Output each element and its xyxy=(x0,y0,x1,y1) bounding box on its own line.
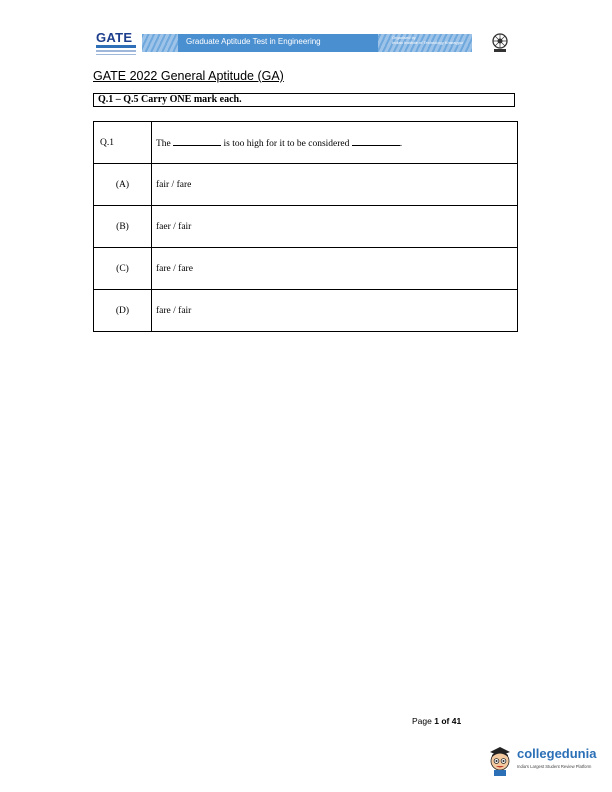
question-text xyxy=(152,122,518,164)
iit-emblem-icon xyxy=(490,32,510,54)
option-row xyxy=(94,206,518,248)
option-text: fair / fare xyxy=(152,164,518,206)
answer-blank xyxy=(173,137,221,146)
gate-logo-text: GATE xyxy=(96,30,133,45)
section-label: Q.1 – Q.5 Carry ONE mark each. xyxy=(98,94,242,105)
option-text: fare / fare xyxy=(152,248,518,290)
option-row xyxy=(94,248,518,290)
question-table xyxy=(93,121,518,332)
option-label: (C) xyxy=(94,248,152,290)
page-total: 41 xyxy=(451,716,462,726)
collegedunia-mascot-icon xyxy=(486,744,514,776)
question-text-part1: The xyxy=(156,138,171,149)
logo-stripe xyxy=(96,45,136,48)
question-text-part3: . xyxy=(399,138,403,149)
brand-name: collegedunia xyxy=(517,746,597,761)
organizer-line1: Organised by xyxy=(392,35,416,40)
option-label: (A) xyxy=(94,164,152,206)
question-row xyxy=(94,122,518,164)
logo-stripe xyxy=(96,54,136,55)
logo-stripe xyxy=(96,50,136,52)
header-banner xyxy=(92,28,516,58)
option-text: faer / fair xyxy=(152,206,518,248)
gate-logo-icon xyxy=(96,30,140,58)
option-row xyxy=(94,290,518,332)
question-text-part2: is too high for it to be considered xyxy=(223,138,350,149)
organizer-line2: Indian Institute of Technology Kharagpur xyxy=(392,40,464,45)
document-title: GATE 2022 General Aptitude (GA) xyxy=(93,69,284,83)
banner-organizer xyxy=(392,35,464,45)
option-label: (D) xyxy=(94,290,152,332)
option-text: fare / fair xyxy=(152,290,518,332)
question-number: Q.1 xyxy=(94,122,152,164)
option-label: (B) xyxy=(94,206,152,248)
brand-tagline: India's Largest Student Review Platform xyxy=(517,764,592,769)
page-of: of xyxy=(441,716,450,726)
section-header-box xyxy=(93,93,515,107)
answer-blank xyxy=(352,137,400,146)
option-row xyxy=(94,164,518,206)
page-number xyxy=(412,716,461,726)
banner-strip xyxy=(142,34,472,52)
page-prefix: Page xyxy=(412,716,432,726)
page-current: 1 xyxy=(434,716,439,726)
banner-title: Graduate Aptitude Test in Engineering xyxy=(186,37,321,46)
